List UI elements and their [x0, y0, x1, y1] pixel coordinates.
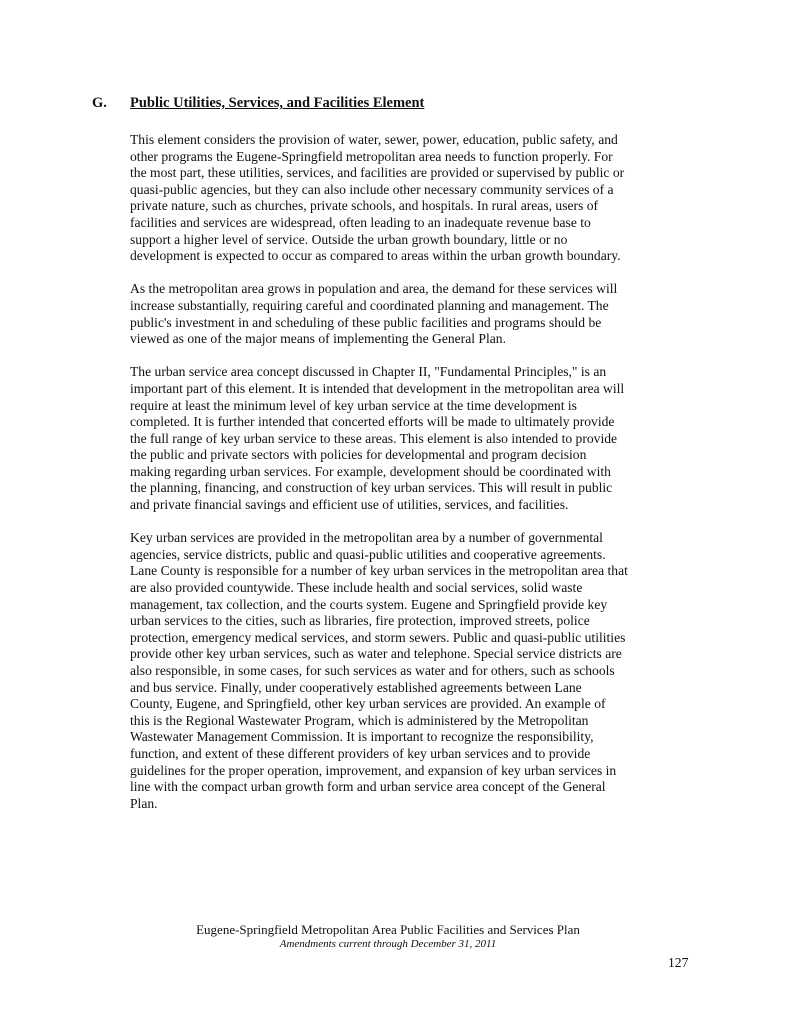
text-line: and private financial savings and efficient use of utilities, services, and facilities.: [130, 497, 569, 513]
footer-title: Eugene-Springfield Metropolitan Area Public Facilities and Services Plan: [196, 922, 580, 937]
text-line: increase substantially, requiring careful and coordinated planning and management. The: [130, 297, 609, 313]
text-line: the most part, these utilities, services, and facilities are provided or supervised by public or: [130, 165, 625, 181]
text-line: development is expected to occur as compared to areas within the urban growth boundary.: [130, 248, 621, 264]
text-line: public's investment in and scheduling of these public facilities and programs should be: [130, 314, 602, 330]
section-heading: [92, 95, 424, 112]
text-line: function, and extent of these different providers of key urban services and to provide: [130, 745, 591, 761]
text-line: quasi-public agencies, but they can also include other necessary community services of a: [130, 181, 614, 197]
footer-subtitle: Amendments current through December 31, 2011: [279, 938, 497, 950]
body-paragraph: [130, 364, 710, 513]
text-line: management, tax collection, and the courts system. Eugene and Springfield provide key: [130, 596, 608, 612]
text-line: important part of this element. It is intended that development in the metropolitan area will: [130, 380, 625, 396]
body-paragraph: [130, 530, 710, 812]
text-line: the full range of key urban service to these areas. This element is also intended to provide: [130, 430, 618, 446]
text-line: The urban service area concept discussed in Chapter II, "Fundamental Principles," is an: [130, 364, 607, 380]
text-line: provide other key urban services, such as water and telephone. Special service districts are: [130, 646, 622, 662]
text-line: As the metropolitan area grows in population and area, the demand for these services will: [130, 281, 618, 297]
text-line: facilities and services are widespread, often leading to an inadequate revenue base to: [130, 214, 591, 230]
text-line: completed. It is further intended that concerted efforts will be made to ultimately provide: [130, 414, 615, 430]
text-line: Plan.: [130, 795, 158, 811]
body-text: [130, 132, 710, 829]
text-line: Lane County is responsible for a number of key urban services in the metropolitan area that: [130, 563, 628, 579]
text-line: other programs the Eugene-Springfield metropolitan area needs to function properly. For: [130, 148, 613, 164]
text-line: agencies, service districts, public and quasi-public utilities and cooperative agreements.: [130, 546, 606, 562]
body-paragraph: [130, 132, 710, 265]
section-title: Public Utilities, Services, and Facilities Element: [130, 95, 425, 111]
text-line: protection, emergency medical services, and storm sewers. Public and quasi-public utilities: [130, 629, 626, 645]
text-line: urban services to the cities, such as libraries, fire protection, improved streets, police: [130, 613, 590, 629]
page-number: 127: [668, 955, 689, 970]
text-line: County, Eugene, and Springfield, other key urban services are provided. An example of: [130, 696, 606, 712]
text-line: private nature, such as churches, private schools, and hospitals. In rural areas, users of: [130, 198, 599, 214]
text-line: This element considers the provision of water, sewer, power, education, public safety, and: [130, 132, 618, 147]
text-line: making regarding urban services. For example, development should be coordinated with: [130, 463, 611, 479]
text-line: this is the Regional Wastewater Program, which is administered by the Metropolitan: [130, 712, 589, 728]
text-line: and bus service. Finally, under cooperatively established agreements between Lane: [130, 679, 582, 695]
text-line: the public and private sectors with policies for developmental and program decision: [130, 447, 587, 463]
body-paragraph: [130, 281, 710, 347]
text-line: require at least the minimum level of key urban service at the time development is: [130, 397, 577, 413]
text-line: the planning, financing, and construction of key urban services. This will result in public: [130, 480, 613, 496]
text-line: support a higher level of service. Outside the urban growth boundary, little or no: [130, 231, 568, 247]
text-line: Wastewater Management Commission. It is important to recognize the responsibility,: [130, 729, 594, 745]
text-line: viewed as one of the major means of implementing the General Plan.: [130, 331, 506, 347]
text-line: also responsible, in some cases, for such services as water and for others, such as schools: [130, 663, 615, 678]
text-line: guidelines for the proper operation, improvement, and expansion of key urban services in: [130, 762, 617, 778]
text-line: Key urban services are provided in the metropolitan area by a number of governmental: [130, 530, 603, 546]
section-letter: G.: [92, 95, 107, 111]
text-line: are also provided countywide. These include health and social services, solid waste: [130, 580, 583, 596]
text-line: line with the compact urban growth form and urban service area concept of the General: [130, 779, 606, 795]
